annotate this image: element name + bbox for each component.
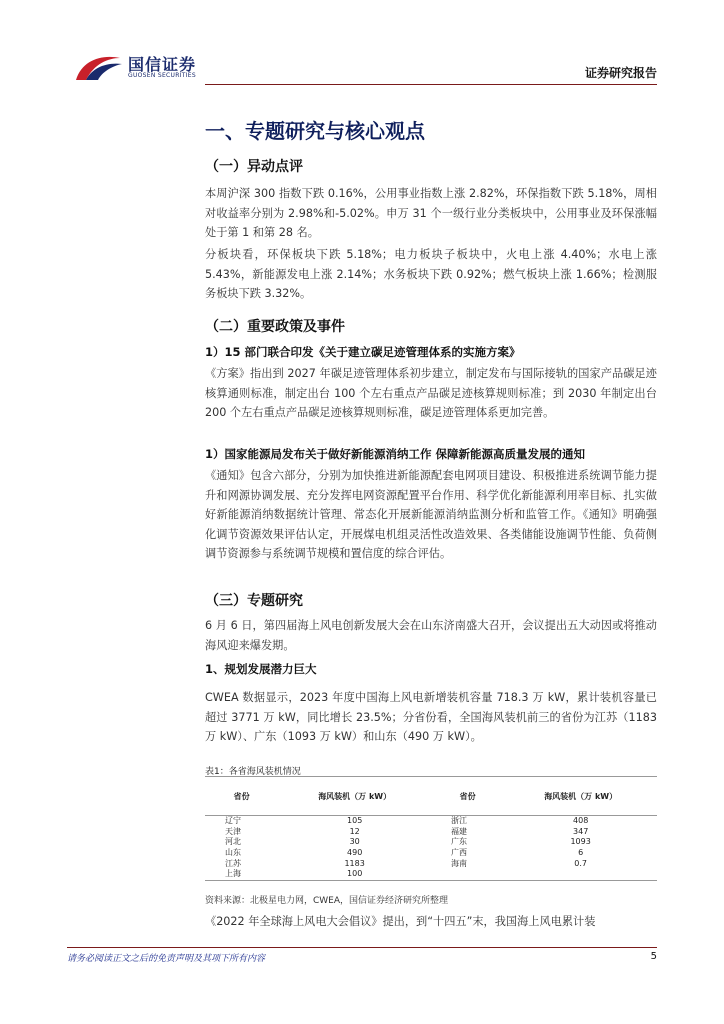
subsection-title-2: （二）重要政策及事件 xyxy=(205,319,345,335)
policy-title-1: 1）15 部门联合印发《关于建立碳足迹管理体系的实施方案》 xyxy=(205,345,521,359)
report-type: 证券研究报告 xyxy=(584,66,657,80)
logo-text: 国信证券 xyxy=(128,55,197,74)
guosen-logo-icon xyxy=(72,50,126,84)
table-cell: 0.7 xyxy=(574,858,588,868)
table-cell: 1183 xyxy=(344,858,365,868)
table-cell: 海南 xyxy=(450,858,467,868)
research-heading-1: 1、规划发展潜力巨大 xyxy=(205,662,317,676)
table-cell: 上海 xyxy=(205,869,278,880)
paragraph-sectors: 分板块看，环保板块下跌 5.18%；电力板块子板块中，火电上涨 4.40%；水电上涨 5.43%，新能源发电上涨 2.14%；水务板块下跌 0.92%；燃气板块上涨 1.66%；检测服务板块下跌 3.32%。 xyxy=(205,248,657,300)
table-row xyxy=(205,816,657,827)
page-header xyxy=(0,0,724,90)
table-row xyxy=(205,848,657,859)
table-cell: 100 xyxy=(278,869,431,880)
policy-title-2: 1）国家能源局发布关于做好新能源消纳工作 保障新能源高质量发展的通知 xyxy=(205,447,586,461)
table-cell: 1093 xyxy=(570,837,591,847)
table-source: 资料来源：北极星电力网，CWEA，国信证券经济研究所整理 xyxy=(205,896,449,906)
table-row xyxy=(205,869,657,880)
paragraph-continued: 《2022 年全球海上风电大会倡议》提出，到“十四五”末，我国海上风电累计装 xyxy=(205,915,596,928)
page-number: 5 xyxy=(650,951,657,962)
footer-divider xyxy=(67,947,657,948)
offshore-wind-table xyxy=(205,776,657,881)
table-cell: 12 xyxy=(349,826,360,836)
table-header: 海风装机（万 kW） xyxy=(278,777,431,816)
table-cell xyxy=(504,869,657,880)
table-cell xyxy=(431,869,504,880)
paragraph-cwea: CWEA 数据显示，2023 年度中国海上风电新增装机容量 718.3 万 kW，累计装机容量已超过 3771 万 kW，同比增长 23.5%；分省份看，全国海风装机前三的省份为江苏（1183 万 kW）、广东（1093 万 kW）和山东（490 万 kW）。 xyxy=(205,691,657,743)
policy-text-2: 《通知》包含六部分，分别为加快推进新能源配套电网项目建设、积极推进系统调节能力提升和网源协调发展、充分发挥电网资源配置平台作用、科学优化新能源利用率目标、扎实做好新能源消纳数据统计管理、常态化开展新能源消纳监测分析和监管工作。《通知》明确强化调节资源效果评估认定，开展煤电机组灵活性改造效果、各类储能设施调节性能、负荷侧调节资源参与系统调节规模和置信度的综合评估。 xyxy=(205,469,657,560)
table-cell: 福建 xyxy=(450,826,467,836)
paragraph-market: 本周沪深 300 指数下跌 0.16%，公用事业指数上涨 2.82%，环保指数下跌 5.18%，周相对收益率分别为 2.98%和-5.02%。申万 31 个一级行业分类板块中，公用事业及环保涨幅处于第 1 和第 28 名。 xyxy=(205,187,657,239)
table-row xyxy=(205,858,657,869)
table-cell: 广西 xyxy=(450,848,467,858)
table-cell: 山东 xyxy=(225,848,241,858)
header-divider xyxy=(205,84,657,85)
table-cell: 浙江 xyxy=(450,816,467,826)
table-header: 省份 xyxy=(431,777,504,816)
section-title: 一、专题研究与核心观点 xyxy=(205,119,425,143)
table-row xyxy=(205,837,657,848)
table-row xyxy=(205,827,657,838)
table-cell: 天津 xyxy=(225,826,241,836)
table-cell: 490 xyxy=(347,848,363,858)
table-header: 海风装机（万 kW） xyxy=(504,777,657,816)
table-cell: 30 xyxy=(349,837,360,847)
footer-disclaimer: 请务必阅读正文之后的免责声明及其项下所有内容 xyxy=(67,954,266,964)
subsection-title-3: （三）专题研究 xyxy=(205,593,303,609)
table-cell: 辽宁 xyxy=(225,816,241,826)
table-caption: 表1：各省海风装机情况 xyxy=(205,767,301,777)
table-cell: 6 xyxy=(578,848,584,858)
policy-text-1: 《方案》指出到 2027 年碳足迹管理体系初步建立，制定发布与国际接轨的国家产品碳足迹核算通则标准，制定出台 100 个左右重点产品碳足迹核算规则标准；到 2030 年制定出台 200 个左右重点产品碳足迹核算规则标准，碳足迹管理体系更加完善。 xyxy=(205,367,657,419)
paragraph-conference: 6 月 6 日，第四届海上风电创新发展大会在山东济南盛大召开，会议提出五大动因或将推动海风迎来爆发期。 xyxy=(205,619,657,652)
table-cell: 408 xyxy=(573,816,589,826)
table-cell: 江苏 xyxy=(225,858,241,868)
table-cell: 347 xyxy=(573,826,589,836)
logo-text-en: GUOSEN SECURITIES xyxy=(128,72,197,79)
subsection-title-1: （一）异动点评 xyxy=(205,159,303,175)
table-cell: 105 xyxy=(347,816,363,826)
table-cell: 广东 xyxy=(450,837,467,847)
table-header: 省份 xyxy=(205,777,278,816)
table-cell: 河北 xyxy=(225,837,241,847)
